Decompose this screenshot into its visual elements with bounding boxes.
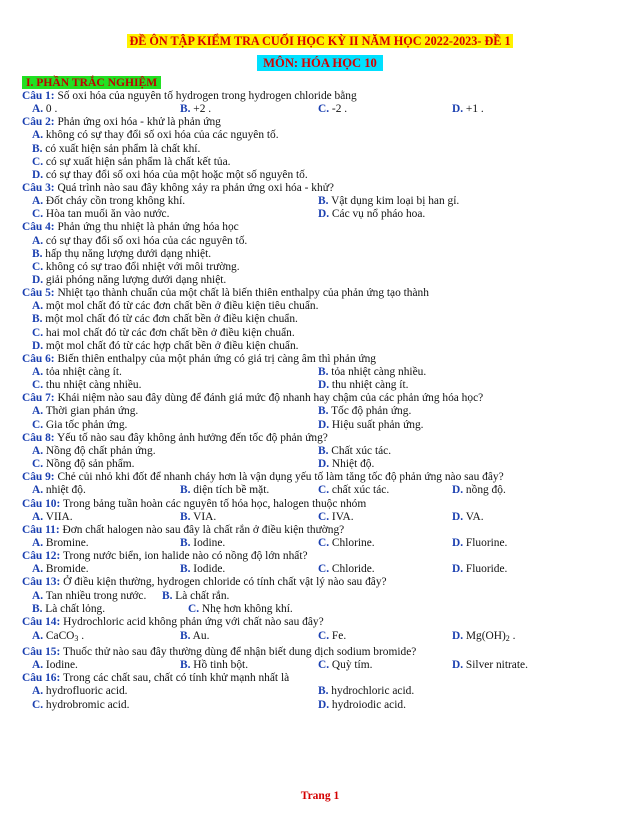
question-text: Khái niệm nào sau đây dùng để đánh giá mức độ nhanh hay chậm của các phản ứng hóa học? [54,392,484,405]
options-row [22,458,622,471]
option-d: D. Hiệu suất phản ứng. [318,418,424,431]
exam-title [0,34,640,49]
subject-title [0,56,640,71]
option-b: B. một mol chất đó từ các đơn chất bền ở điều kiện chuẩn. [32,313,298,326]
option-c: C. Gia tốc phản ứng. [32,418,128,431]
question-text: Đơn chất halogen nào sau đây là chất rắn ở điều kiện thường? [59,523,345,536]
option-a: A. Bromine. [32,536,89,549]
options-row [22,208,622,221]
question-label: Câu 12: [22,550,61,563]
question-list [22,90,622,712]
option-d: D. +1 . [452,103,484,116]
option-a: A. Bromide. [32,563,89,576]
option-a: A. Tan nhiều trong nước. [32,589,147,602]
option-b: B. hydrochloric acid. [318,685,415,698]
option-d: D. giải phóng năng lượng dưới dạng nhiệt. [32,274,227,287]
option-d: D. nồng độ. [452,484,506,497]
option-d: D. Nhiệt độ. [318,458,375,471]
option-b: B. hấp thụ năng lượng dưới dạng nhiệt. [32,247,212,260]
option-b: B. +2 . [180,103,212,116]
subject-title-text: MÔN: HÓA HỌC 10 [257,55,383,71]
option-c: C. hai mol chất đó từ các đơn chất bền ở điều kiện chuẩn. [32,326,295,339]
option-b: B. tỏa nhiệt càng nhiều. [318,366,427,379]
question-2 [22,116,622,129]
question-6 [22,353,622,366]
option-a: A. Iodine. [32,659,78,672]
option-b: B. Chất xúc tác. [318,444,392,457]
option-b: B. có xuất hiện sản phẩm là chất khí. [32,142,201,155]
option-c: C. có sự xuất hiện sản phẩm là chất kết tủa. [32,155,231,168]
option-b: B. Tốc độ phản ứng. [318,405,412,418]
option-b: B. Iodine. [180,536,226,549]
option-d: D. Fluoride. [452,563,508,576]
option-a: A. Nồng độ chất phản ứng. [32,444,156,457]
options-row [22,699,622,712]
question-label: Câu 8: [22,431,55,444]
options-row [22,629,622,644]
question-7 [22,392,622,405]
question-label: Câu 13: [22,576,61,589]
option-a: A. có sự thay đổi số oxi hóa của các nguyên tố. [32,234,248,247]
question-label: Câu 11: [22,523,60,536]
option-c: C. Chloride. [318,563,375,576]
question-text: Trong bảng tuần hoàn các nguyên tố hóa học, halogen thuộc nhóm [60,497,367,510]
option-a: A. CaCO$_3$ . [32,629,85,643]
options-row [22,537,622,550]
options-row [22,405,622,418]
option-a: A. Đốt cháy cồn trong không khí. [32,195,186,208]
question-11 [22,524,622,537]
question-15 [22,646,622,659]
question-1 [22,90,622,103]
question-12 [22,550,622,563]
option-a: A. nhiệt độ. [32,484,86,497]
options-row [22,603,622,616]
option-c: C. không có sự trao đổi nhiệt với môi trường. [32,260,240,273]
question-text: Phản ứng oxi hóa - khử là phản ứng [54,116,221,129]
option-c: C. Fe. [318,629,347,642]
option-c: C. thu nhiệt càng nhiều. [32,379,142,392]
question-label: Câu 5: [22,287,55,300]
options-row [22,103,622,116]
question-text: Biến thiên enthalpy của một phản ứng có giá trị càng âm thì phản ứng [54,352,376,365]
question-8 [22,432,622,445]
option-d: D. hydroiodic acid. [318,698,406,711]
option-c: C. Chlorine. [318,536,375,549]
options-row [22,379,622,392]
option-a: A. hydrofluoric acid. [32,685,128,698]
options-row [22,590,622,603]
question-text: Số oxi hóa của nguyên tố hydrogen trong hydrogen chloride bằng [54,90,357,102]
option-b: B. Au. [180,629,210,642]
question-label: Câu 7: [22,392,55,405]
options-row [22,366,622,379]
question-9 [22,471,622,484]
option-c: C. Nhẹ hơn không khí. [188,602,293,615]
option-d: D. một mol chất đó từ các hợp chất bền ở điều kiện chuẩn. [32,339,299,352]
option-a: A. tỏa nhiệt càng ít. [32,366,122,379]
question-13 [22,576,622,589]
option-d: D. thu nhiệt càng ít. [318,379,409,392]
exam-title-text: ĐỀ ÔN TẬP KIỂM TRA CUỐI HỌC KỲ II NĂM HỌC 2022-2023- ĐỀ 1 [129,34,511,48]
option-c: C. -2 . [318,103,348,116]
option-b-2: B. Là chất lỏng. [32,602,106,615]
question-text: Thuốc thử nào sau đây thường dùng để nhận biết dung dịch sodium bromide? [60,645,417,658]
page-number: Trang 1 [300,790,340,802]
question-16 [22,672,622,685]
question-5 [22,287,622,300]
question-text: Quá trình nào sau đây không xảy ra phản ứng oxi hóa - khử? [54,182,334,195]
question-label: Câu 15: [22,645,61,658]
question-label: Câu 2: [22,116,55,129]
option-a: A. 0 . [32,103,58,116]
question-label: Câu 9: [22,471,55,484]
question-text: Chẻ củi nhỏ khi đốt để nhanh cháy hơn là vận dụng yếu tố làm tăng tốc độ phản ứng nào sau đây? [54,471,504,484]
question-text: Trong các chất sau, chất có tính khử mạnh nhất là [60,672,290,685]
options-row [22,445,622,458]
question-label: Câu 3: [22,182,55,195]
option-b: B. Vật dụng kim loại bị han gỉ. [318,195,460,208]
options-row [22,685,622,698]
question-4 [22,221,622,234]
option-a: A. không có sự thay đổi số oxi hóa của các nguyên tố. [32,129,279,142]
option-d: D. Silver nitrate. [452,659,528,672]
option-b: B. Là chất rắn. [162,589,230,602]
options-row [22,195,622,208]
option-d: D. Các vụ nổ pháo hoa. [318,208,426,221]
option-c: C. chất xúc tác. [318,484,390,497]
question-label: Câu 4: [22,221,55,234]
question-text: Yếu tố nào sau đây không ảnh hưởng đến tốc độ phản ứng? [54,431,328,444]
question-label: Câu 14: [22,615,61,628]
question-label: Câu 10: [22,497,61,510]
option-c: C. Nồng độ sản phẩm. [32,458,135,471]
question-3 [22,182,622,195]
question-text: Phản ứng thu nhiệt là phản ứng hóa học [54,221,239,234]
question-text: Ở điều kiện thường, hydrogen chloride có tính chất vật lý nào sau đây? [60,576,387,589]
option-d: D. $Mg(OH)_2$ . [452,629,516,643]
option-c: C. Hòa tan muối ăn vào nước. [32,208,170,221]
option-b: B. diện tích bề mặt. [180,484,270,497]
question-label: Câu 6: [22,352,55,365]
option-d: D. Fluorine. [452,536,508,549]
section-heading: I. PHẦN TRẮC NGHIỆM [22,76,161,89]
option-d: D. VA. [452,510,484,523]
option-d: D. có sự thay đổi số oxi hóa của một hoặc một số nguyên tố. [32,168,308,181]
option-c: C. Quỳ tím. [318,659,373,672]
option-b: B. Hồ tinh bột. [180,659,249,672]
option-a: A. một mol chất đó từ các đơn chất bền ở điều kiện tiêu chuẩn. [32,300,319,313]
options-row [22,659,622,672]
question-14 [22,616,622,629]
option-a: A. VIIA. [32,510,73,523]
question-text: Nhiệt tạo thành chuẩn của một chất là biến thiên enthalpy của phản ứng tạo thành [54,287,429,300]
options-row [22,484,622,497]
question-text: Hydrochloric acid không phản ứng với chất nào sau đây? [60,615,324,628]
question-text: Trong nước biển, ion halide nào có nồng độ lớn nhất? [60,550,308,563]
option-c: C. IVA. [318,510,354,523]
option-c: C. hydrobromic acid. [32,698,130,711]
option-a: A. Thời gian phản ứng. [32,405,139,418]
options-row [22,563,622,576]
question-label: Câu 1: [22,90,55,102]
options-row [22,511,622,524]
question-label: Câu 16: [22,672,61,685]
question-10 [22,498,622,511]
options-row [22,419,622,432]
option-b: B. Iodide. [180,563,226,576]
option-b: B. VIA. [180,510,217,523]
